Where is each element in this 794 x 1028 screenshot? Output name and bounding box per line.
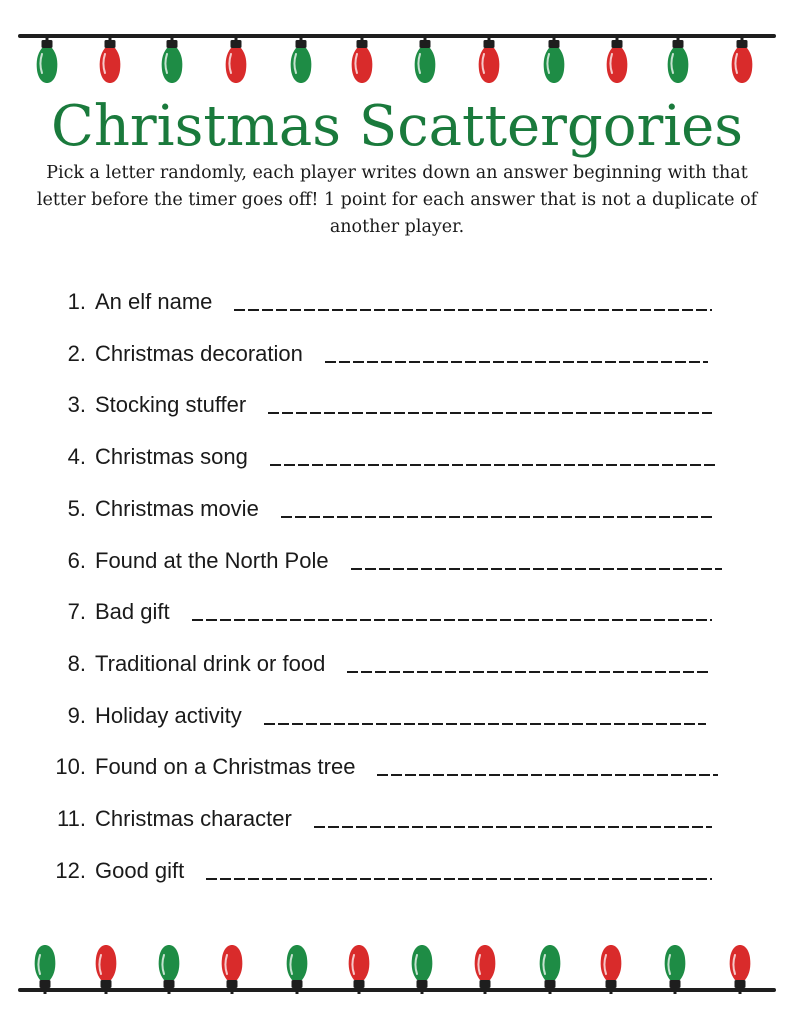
answer-blank[interactable] [206,878,712,880]
prompt-item [0,282,794,322]
prompt-label: Bad gift [95,599,170,625]
christmas-light-bulb-icon [33,32,61,90]
prompt-number: 6. [67,547,86,573]
light-string-bottom-wire [18,988,776,992]
answer-blank[interactable] [314,826,712,828]
instructions-text: Pick a letter randomly, each player writes down an answer beginning with that letter before the timer goes off! 1 point for each answer that is not a duplicate of another player. [36,163,758,237]
christmas-light-bulb-icon [664,32,692,90]
answer-blank[interactable] [351,568,722,570]
prompt-label: Good gift [95,857,185,883]
christmas-light-bulb-icon [348,32,376,90]
prompt-number: 7. [67,599,86,625]
prompt-item [0,644,794,684]
prompt-number: 10. [55,754,86,780]
prompt-item [0,851,794,891]
prompt-number: 5. [67,495,86,521]
christmas-light-bulb-icon [222,32,250,90]
prompt-number: 3. [67,392,86,418]
prompt-item [0,489,794,529]
prompt-item [0,799,794,839]
prompt-number: 4. [67,444,86,470]
prompt-label: Christmas decoration [95,340,303,366]
prompt-label: Found on a Christmas tree [95,754,356,780]
prompt-label: Found at the North Pole [95,547,329,573]
prompt-item [0,592,794,632]
prompt-label: Christmas song [95,444,248,470]
answer-blank[interactable] [325,361,708,363]
page-title: Christmas Scattergories [50,94,743,159]
christmas-light-bulb-icon [540,32,568,90]
answer-blank[interactable] [281,516,714,518]
answer-blank[interactable] [264,723,706,725]
prompt-item [0,541,794,581]
prompt-label: Stocking stuffer [95,392,247,418]
prompt-item [0,334,794,374]
prompt-item [0,747,794,787]
prompt-label: Christmas character [95,806,292,831]
christmas-light-bulb-icon [96,32,124,90]
prompt-item [0,385,794,425]
answer-blank[interactable] [270,464,716,466]
christmas-light-bulb-icon [603,32,631,90]
christmas-light-bulb-icon [475,32,503,90]
answer-blank[interactable] [268,412,712,414]
answer-blank[interactable] [192,619,712,621]
prompt-label: Traditional drink or food [95,650,326,676]
prompt-number: 12. [55,857,86,883]
christmas-light-bulb-icon [411,32,439,90]
answer-blank[interactable] [377,774,718,776]
prompt-number: 9. [67,702,86,728]
answer-blank[interactable] [347,671,710,673]
prompt-label: Holiday activity [95,702,242,728]
prompt-number: 8. [67,650,86,676]
light-string-top-wire [18,34,776,38]
christmas-light-bulb-icon [287,32,315,90]
christmas-light-bulb-icon [728,32,756,90]
prompt-label: An elf name [95,289,213,314]
prompt-number: 11. [57,806,86,831]
christmas-light-bulb-icon [158,32,186,90]
prompt-number: 1. [67,289,86,314]
prompt-item [0,696,794,736]
prompt-number: 2. [67,340,86,366]
prompt-item [0,437,794,477]
prompt-label: Christmas movie [95,495,259,521]
answer-blank[interactable] [234,309,712,311]
